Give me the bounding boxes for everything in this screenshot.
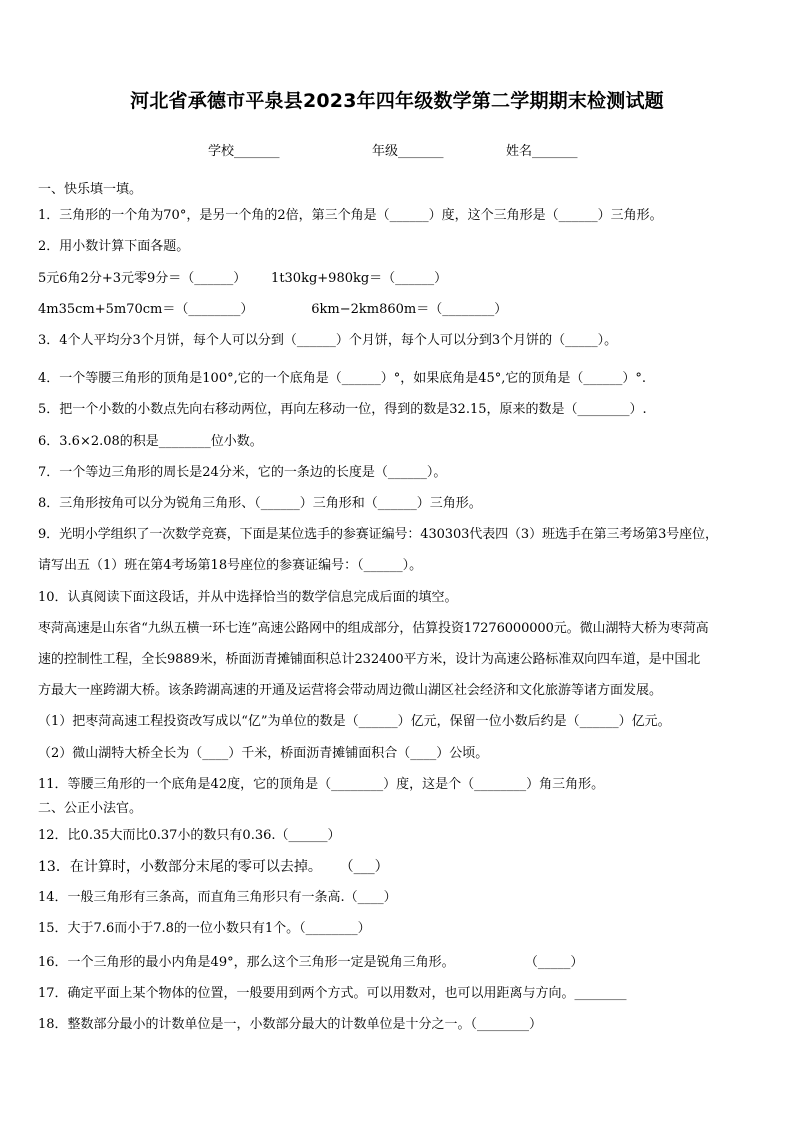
passage-line-1: 枣菏高速是山东省“九纵五横一环七连”高速公路网中的组成部分，估算投资17276000000元。微山湖特大桥为枣菏高 [38, 621, 709, 636]
passage-line-2: 速的控制性工程，全长9889米，桥面沥青摊铺面积总计232400平方米，设计为高速公路标准双向四车道，是中国北 [38, 652, 701, 667]
question-12: 12．比0.35大而比0.37小的数只有0.36.（______） [38, 828, 341, 843]
question-18: 18．整数部分最小的计数单位是一，小数部分最大的计数单位是十分之一。（________） [38, 1017, 543, 1032]
question-1: 1．三角形的一个角为70°，是另一个角的2倍，第三个角是（______）度，这个三角形是（______）三角形。 [38, 208, 663, 223]
grade-field: 年级_______ [372, 144, 444, 159]
question-7: 7．一个等边三角形的周长是24分米，它的一条边的长度是（______）。 [38, 465, 447, 480]
question-10-part-2: （2）微山湖特大桥全长为（____）千米，桥面沥青摊铺面积合（____）公顷。 [38, 746, 489, 761]
question-9-line-1: 9．光明小学组织了一次数学竞赛，下面是某位选手的参赛证编号：430303代表四（3）班选手在第三考场第3号座位， [38, 527, 718, 542]
passage-line-3: 方最大一座跨湖大桥。该条跨湖高速的开通及运营将会带动周边微山湖区社会经济和文化旅游等诸方面发展。 [38, 683, 663, 698]
question-13: 13．在计算时，小数部分末尾的零可以去掉。 （___） [38, 859, 389, 875]
question-5: 5．把一个小数的小数点先向右移动两位，再向左移动一位，得到的数是32.15，原来的数是（________）. [38, 402, 647, 417]
question-2-row-1: 5元6角2分+3元零9分＝（______） 1t30kg+980kg＝（______） [38, 271, 448, 286]
question-15: 15．大于7.6而小于7.8的一位小数只有1个。（________） [38, 921, 371, 936]
question-14: 14．一般三角形有三条高，而直角三角形只有一条高.（____） [38, 890, 397, 905]
page-title: 河北省承德市平泉县2023年四年级数学第二学期期末检测试题 [130, 90, 664, 112]
question-4: 4．一个等腰三角形的顶角是100°,它的一个底角是（______）°，如果底角是45°,它的顶角是（______）°. [38, 371, 647, 386]
school-field: 学校_______ [208, 144, 280, 159]
question-6: 6．3.6×2.08的积是________位小数。 [38, 434, 263, 449]
question-16: 16．一个三角形的最小内角是49°，那么这个三角形一定是锐角三角形。 （_____） [38, 955, 584, 970]
section-heading-2: 二、公正小法官。 [38, 801, 143, 816]
question-2: 2．用小数计算下面各题。 [38, 239, 190, 254]
question-9-line-2: 请写出五（1）班在第4考场第18号座位的参赛证编号：（______）。 [38, 558, 423, 573]
question-17: 17．确定平面上某个物体的位置，一般要用到两个方式。可以用数对，也可以用距离与方向。________ [38, 986, 627, 1001]
question-8: 8．三角形按角可以分为锐角三角形、（______）三角形和（______）三角形。 [38, 496, 482, 511]
question-2-row-2: 4m35cm+5m70cm＝（________） 6km−2km860m＝（________） [38, 302, 508, 317]
name-field: 姓名_______ [506, 144, 578, 159]
question-11: 11．等腰三角形的一个底角是42度，它的顶角是（________）度，这是个（________）角三角形。 [38, 777, 605, 792]
question-10-part-1: （1）把枣菏高速工程投资改写成以“亿”为单位的数是（______）亿元，保留一位小数后约是（______）亿元。 [38, 714, 671, 729]
question-3: 3．4个人平均分3个月饼，每个人可以分到（______）个月饼，每个人可以分到3个月饼的（_____）。 [38, 333, 618, 348]
section-heading-1: 一、快乐填一填。 [38, 182, 143, 197]
question-10: 10．认真阅读下面这段话，并从中选择恰当的数学信息完成后面的填空。 [38, 590, 458, 605]
